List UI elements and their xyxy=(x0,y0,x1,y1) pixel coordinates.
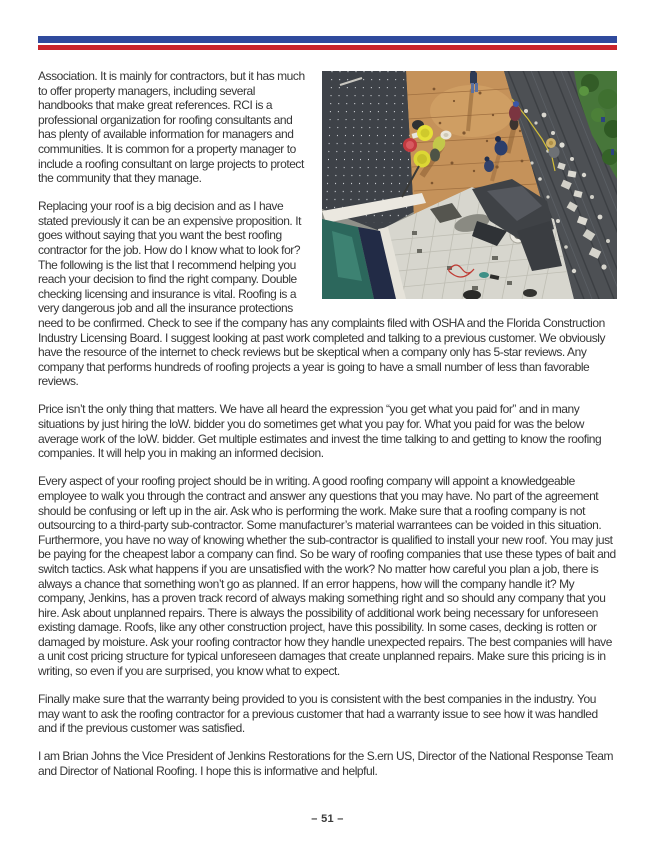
paragraph-in-writing: Every aspect of your roofing project should be in writing. A good roofing company will appoint a knowledgeable employee to walk you through the contract and answer any questions that you may have. No part of the agreement should be confusing or left up in the air. Ask who is performing the work. Make sure that a roofing company is not outsourcing to a third-party sub-contractor. Some manufacturer’s material warrantees can be voided in this situation. Furthermore, you have no way of knowing whether the sub-contractor is qualified to install your new roof. You may just be paying for the cheapest labor a company can find. So be wary of roofing companies that use these types of bait and switch tactics. Ask what happens if you are unsatisfied with the work? No matter how careful you plan a job, there is always a chance that something won’t go as planned. If an error happens, how will the company handle it? My company, Jenkins, has a proven track record of always making something right and so should any company that you hire. Ask about unplanned repairs. There is always the possibility of additional work being necessary for unforeseen existing damage. Roofs, like any other construction project, have this possibility. In some cases, decking is rotten or damaged by moisture. Ask your roofing contractor how they handle unexpected repairs. The best companies will have a unit cost pricing structure for typical unforeseen damages that create unplanned repairs. Make sure this pricing is in writing, so even if you are surprised, you know what to expect. xyxy=(38,474,616,679)
roof-photo-illustration xyxy=(322,71,617,299)
top-rule-blue xyxy=(38,36,617,43)
paragraph-warranty: Finally make sure that the warranty being provided to you is consistent with the best companies in the industry. You may want to ask the roofing contractor for a previous customer that had a warranty issue to see how it was handled and if the previous customer was satisfied. xyxy=(38,692,598,736)
paragraph-price: Price isn’t the only thing that matters. We have all heard the expression “you get what you paid for” and in many situations by just hiring the loW. bidder you do sometimes get what you pay for. What you paid for was the below average work of the loW. bidder. Get multiple estimates and invest the time talking to and getting to know the roofing companies. It will help you in making an informed decision. xyxy=(38,402,602,461)
roof-construction-photo xyxy=(322,71,617,299)
paragraph-signoff: I am Brian Johns the Vice President of Jenkins Restorations for the S.ern US, Director of the National Response Team and Director of National Roofing. I hope this is informative and helpful. xyxy=(38,749,614,779)
page-content xyxy=(38,69,617,792)
paragraph-replacing-roof: Replacing your roof is a big decision and as I have stated previously it can be an expensive proposition. It goes without saying that you want the best roofing contractor for the job. How do I know what to look for? The following is the list that I recommend helping you reach your decision to find the right company. Double checking licensing and insurance is vital. Roofing is a very dangerous job and all the insurance protections need to be confirmed. Check to see if the company has any complaints filed with OSHA and the Florida Construction Industry Licensing Board. I suggest looking at past work completed and talking to a previous customer. We obviously have the resource of the internet to check reviews but be skeptical when a company only has 5-star reviews. Any company that performs hundreds of roofing projects a year is going to have a small number of less than favorable reviews. xyxy=(38,199,606,389)
top-rule-red xyxy=(38,45,617,50)
paragraph-association: Association. It is mainly for contractors, but it has much to offer property managers, including several handbooks that make great references. RCI is a professional organization for roofing consultants and has plenty of available information for managers and communities. It is common for a property manager to include a roofing consultant on large projects to protect the community that they manage. xyxy=(38,69,305,186)
page-number: – 51 – xyxy=(311,813,344,825)
